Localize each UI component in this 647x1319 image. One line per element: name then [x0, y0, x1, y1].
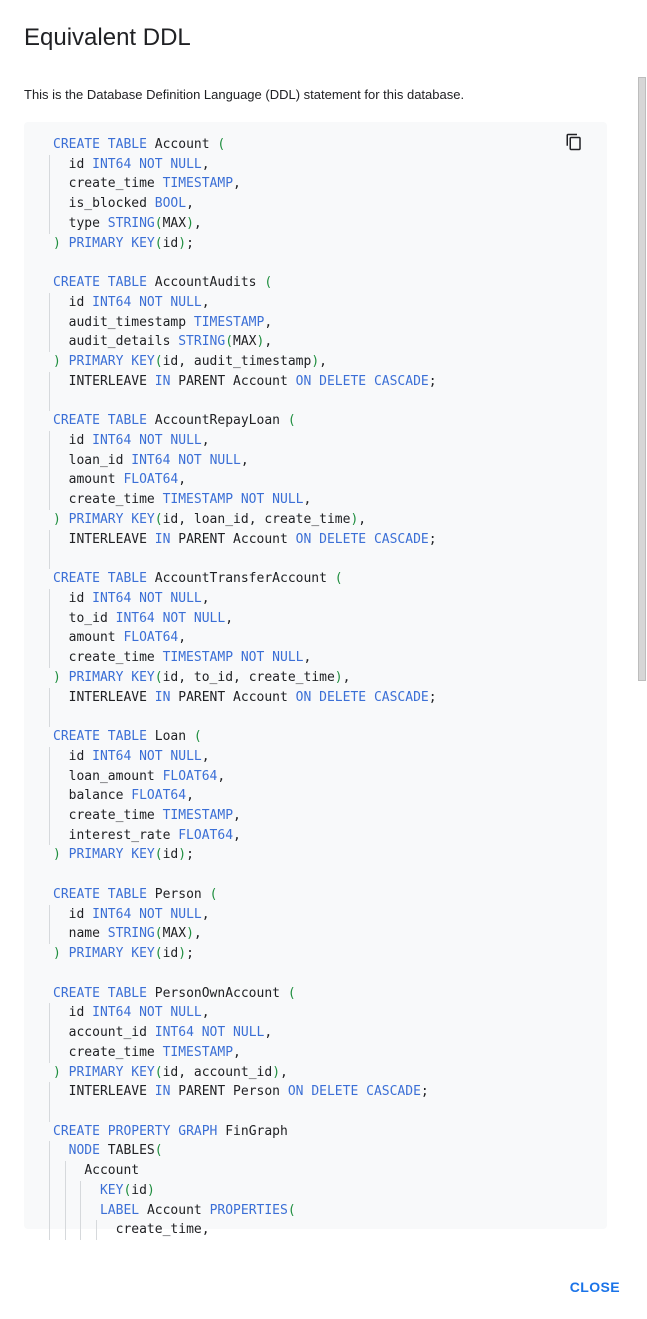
- code-line: create_time TIMESTAMP,: [24, 1043, 607, 1063]
- indent-guide: [49, 806, 50, 826]
- indent-guide: [49, 1201, 50, 1221]
- indent-guide: [49, 1003, 50, 1023]
- code-line: NODE TABLES(: [24, 1141, 607, 1161]
- indent-guide: [49, 431, 50, 451]
- code-line: interest_rate FLOAT64,: [24, 826, 607, 846]
- content-copy-icon: [565, 133, 583, 151]
- code-line: ) PRIMARY KEY(id);: [53, 946, 194, 962]
- code-line: [24, 1102, 607, 1122]
- indent-guide: [49, 155, 50, 175]
- code-line: Account: [24, 1161, 607, 1181]
- indent-guide: [49, 470, 50, 490]
- code-line: audit_details STRING(MAX),: [24, 332, 607, 352]
- code-line: id INT64 NOT NULL,: [24, 293, 607, 313]
- code-line: KEY(id): [24, 1181, 607, 1201]
- code-line: ) PRIMARY KEY(id, to_id, create_time),: [53, 669, 351, 685]
- indent-guide: [49, 1220, 50, 1240]
- code-line: audit_timestamp TIMESTAMP,: [24, 313, 607, 333]
- code-line: [24, 392, 607, 412]
- code-line: [24, 865, 607, 885]
- indent-guide: [49, 1043, 50, 1063]
- code-line: [24, 707, 607, 727]
- page-title: Equivalent DDL: [24, 24, 191, 51]
- code-line: CREATE TABLE PersonOwnAccount (: [53, 985, 296, 1001]
- code-line: CREATE TABLE Person (: [53, 886, 218, 902]
- indent-guide: [49, 1082, 50, 1102]
- code-line: create_time TIMESTAMP NOT NULL,: [24, 490, 607, 510]
- code-line: amount FLOAT64,: [24, 628, 607, 648]
- dialog-footer: [0, 1266, 647, 1319]
- indent-guide: [49, 194, 50, 214]
- indent-guide: [49, 214, 50, 234]
- ddl-code-lines: [24, 122, 607, 1240]
- indent-guide: [65, 1181, 66, 1201]
- indent-guide: [49, 767, 50, 787]
- indent-guide: [49, 786, 50, 806]
- indent-guide: [49, 1023, 50, 1043]
- code-line: id INT64 NOT NULL,: [24, 155, 607, 175]
- indent-guide: [49, 313, 50, 333]
- code-line: create_time,: [24, 1220, 607, 1240]
- code-line: CREATE TABLE AccountTransferAccount (: [53, 571, 343, 587]
- code-line: create_time TIMESTAMP,: [24, 806, 607, 826]
- indent-guide: [65, 1161, 66, 1181]
- indent-guide: [49, 589, 50, 609]
- code-line: type STRING(MAX),: [24, 214, 607, 234]
- indent-guide: [49, 1102, 50, 1122]
- code-line: is_blocked BOOL,: [24, 194, 607, 214]
- code-line: create_time TIMESTAMP,: [24, 174, 607, 194]
- code-line: INTERLEAVE IN PARENT Account ON DELETE CASCADE;: [24, 688, 607, 708]
- code-line: id INT64 NOT NULL,: [24, 747, 607, 767]
- indent-guide: [49, 648, 50, 668]
- code-line: account_id INT64 NOT NULL,: [24, 1023, 607, 1043]
- code-line: amount FLOAT64,: [24, 470, 607, 490]
- indent-guide: [49, 174, 50, 194]
- indent-guide: [49, 332, 50, 352]
- indent-guide: [49, 392, 50, 412]
- code-line: [24, 253, 607, 273]
- code-line: loan_id INT64 NOT NULL,: [24, 451, 607, 471]
- code-line: ) PRIMARY KEY(id);: [53, 847, 194, 863]
- code-line: CREATE TABLE AccountRepayLoan (: [53, 413, 296, 429]
- code-line: id INT64 NOT NULL,: [24, 589, 607, 609]
- indent-guide: [49, 707, 50, 727]
- scrollbar-thumb[interactable]: [638, 77, 646, 681]
- indent-guide: [49, 747, 50, 767]
- code-line: [24, 964, 607, 984]
- code-line: INTERLEAVE IN PARENT Account ON DELETE CASCADE;: [24, 530, 607, 550]
- indent-guide: [49, 293, 50, 313]
- code-line: [24, 549, 607, 569]
- indent-guide: [49, 924, 50, 944]
- code-line: id INT64 NOT NULL,: [24, 1003, 607, 1023]
- code-line: id INT64 NOT NULL,: [24, 431, 607, 451]
- close-button[interactable]: CLOSE: [569, 1279, 620, 1295]
- indent-guide: [49, 451, 50, 471]
- indent-guide: [96, 1220, 97, 1240]
- indent-guide: [49, 549, 50, 569]
- indent-guide: [49, 688, 50, 708]
- code-line: ) PRIMARY KEY(id);: [53, 235, 194, 251]
- code-line: balance FLOAT64,: [24, 786, 607, 806]
- indent-guide: [49, 1161, 50, 1181]
- indent-guide: [49, 1181, 50, 1201]
- ddl-code-block: [24, 122, 607, 1238]
- code-line: ) PRIMARY KEY(id, loan_id, create_time),: [53, 511, 367, 527]
- code-line: id INT64 NOT NULL,: [24, 905, 607, 925]
- code-line: LABEL Account PROPERTIES(: [24, 1201, 607, 1221]
- code-line: INTERLEAVE IN PARENT Account ON DELETE CASCADE;: [24, 372, 607, 392]
- scrollbar-track: [638, 0, 647, 1319]
- code-line: ) PRIMARY KEY(id, account_id),: [53, 1064, 288, 1080]
- indent-guide: [80, 1220, 81, 1240]
- code-line: create_time TIMESTAMP NOT NULL,: [24, 648, 607, 668]
- indent-guide: [49, 372, 50, 392]
- code-line: CREATE TABLE AccountAudits (: [53, 275, 273, 291]
- indent-guide: [49, 490, 50, 510]
- code-line: INTERLEAVE IN PARENT Person ON DELETE CASCADE;: [24, 1082, 607, 1102]
- indent-guide: [80, 1181, 81, 1201]
- indent-guide: [49, 905, 50, 925]
- dialog-description: This is the Database Definition Language (DDL) statement for this database.: [24, 87, 465, 102]
- code-line: loan_amount FLOAT64,: [24, 767, 607, 787]
- code-line: to_id INT64 NOT NULL,: [24, 609, 607, 629]
- code-line: CREATE TABLE Account (: [53, 137, 226, 152]
- copy-button[interactable]: [565, 133, 583, 151]
- indent-guide: [49, 1141, 50, 1161]
- code-line: ) PRIMARY KEY(id, audit_timestamp),: [53, 354, 327, 370]
- code-line: name STRING(MAX),: [24, 924, 607, 944]
- indent-guide: [65, 1201, 66, 1221]
- indent-guide: [49, 530, 50, 550]
- indent-guide: [49, 609, 50, 629]
- code-line: CREATE TABLE Loan (: [53, 729, 202, 745]
- code-line: CREATE PROPERTY GRAPH FinGraph: [53, 1123, 288, 1139]
- indent-guide: [49, 628, 50, 648]
- indent-guide: [80, 1201, 81, 1221]
- indent-guide: [65, 1220, 66, 1240]
- indent-guide: [49, 826, 50, 846]
